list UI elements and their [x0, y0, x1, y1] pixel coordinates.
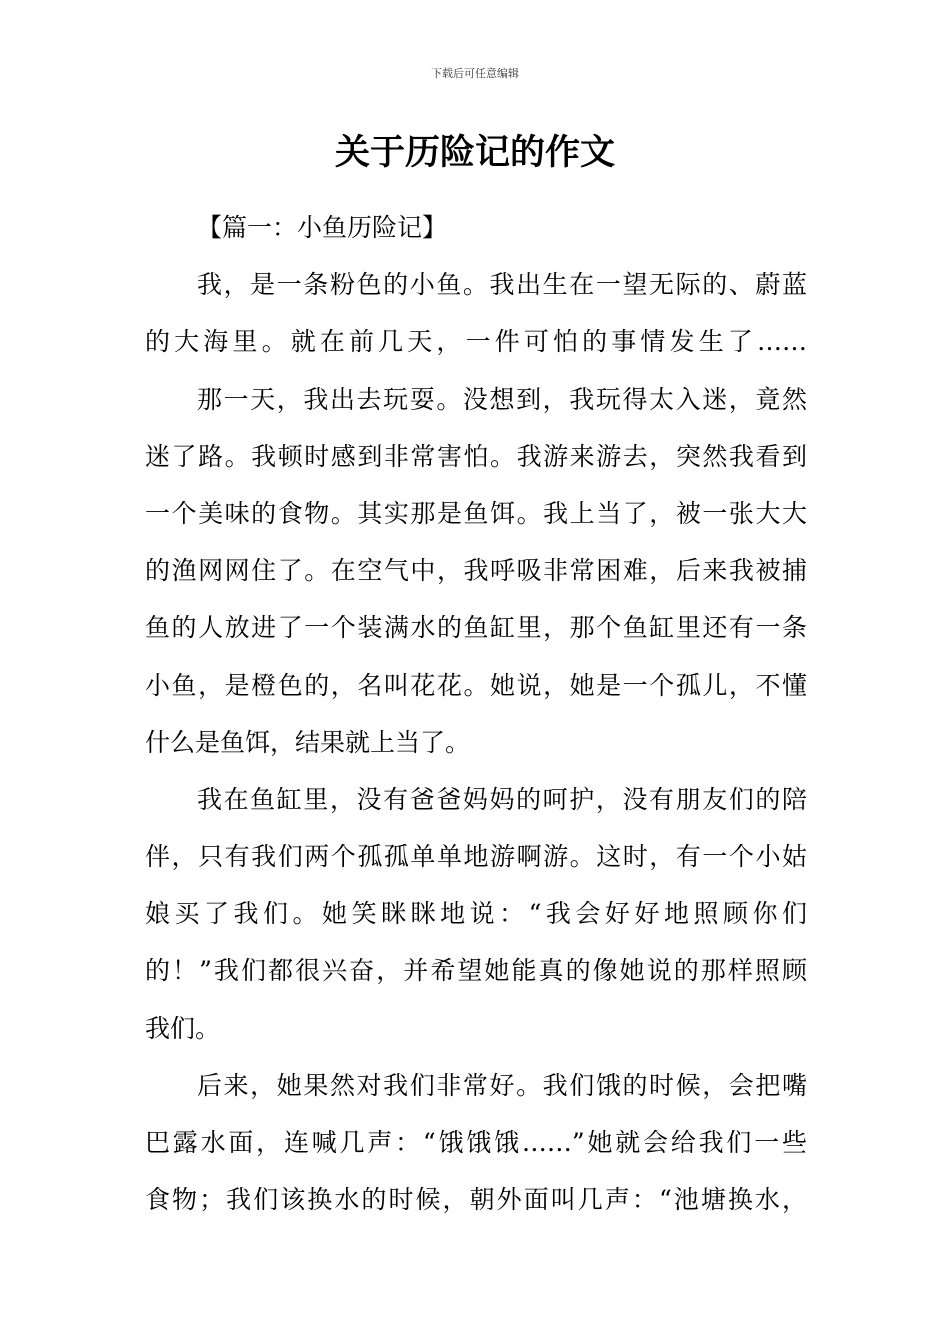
text-line: 那一天，我出去玩耍。没想到，我玩得太入迷，竟然	[197, 384, 807, 414]
text-line: 后来，她果然对我们非常好。我们饿的时候，会把嘴	[197, 1070, 807, 1100]
text-line: 的渔网网住了。在空气中，我呼吸非常困难，后来我被捕	[145, 556, 807, 586]
text-line: 食物；我们该换水的时候，朝外面叫几声：“池塘换水，	[145, 1185, 807, 1215]
text-line: 什么是鱼饵，结果就上当了。	[145, 727, 471, 757]
document-title: 关于历险记的作文	[334, 133, 615, 173]
text-line: 我在鱼缸里，没有爸爸妈妈的呵护，没有朋友们的陪	[197, 784, 807, 814]
text-line: 我，是一条粉色的小鱼。我出生在一望无际的、蔚蓝	[197, 270, 807, 300]
text-line: 的大海里。就在前几天，一件可怕的事情发生了……	[145, 327, 807, 357]
text-line: 的！”我们都很兴奋，并希望她能真的像她说的那样照顾	[145, 956, 807, 986]
text-line: 鱼的人放进了一个装满水的鱼缸里，那个鱼缸里还有一条	[145, 613, 807, 643]
header-note: 下载后可任意编辑	[431, 67, 519, 80]
text-line: 娘买了我们。她笑眯眯地说：“我会好好地照顾你们	[145, 899, 807, 929]
text-line: 一个美味的食物。其实那是鱼饵。我上当了，被一张大大	[145, 498, 807, 528]
text-line: 小鱼，是橙色的，名叫花花。她说，她是一个孤儿，不懂	[145, 670, 807, 700]
text-line: 迷了路。我顿时感到非常害怕。我游来游去，突然我看到	[145, 441, 807, 471]
text-line: 我们。	[145, 1013, 221, 1043]
section-heading: 【篇一：小鱼历险记】	[197, 213, 448, 242]
document-body	[145, 199, 807, 1228]
text-line: 巴露水面，连喊几声：“饿饿饿……”她就会给我们一些	[145, 1128, 807, 1157]
text-line: 伴，只有我们两个孤孤单单地游啊游。这时，有一个小姑	[145, 842, 807, 872]
